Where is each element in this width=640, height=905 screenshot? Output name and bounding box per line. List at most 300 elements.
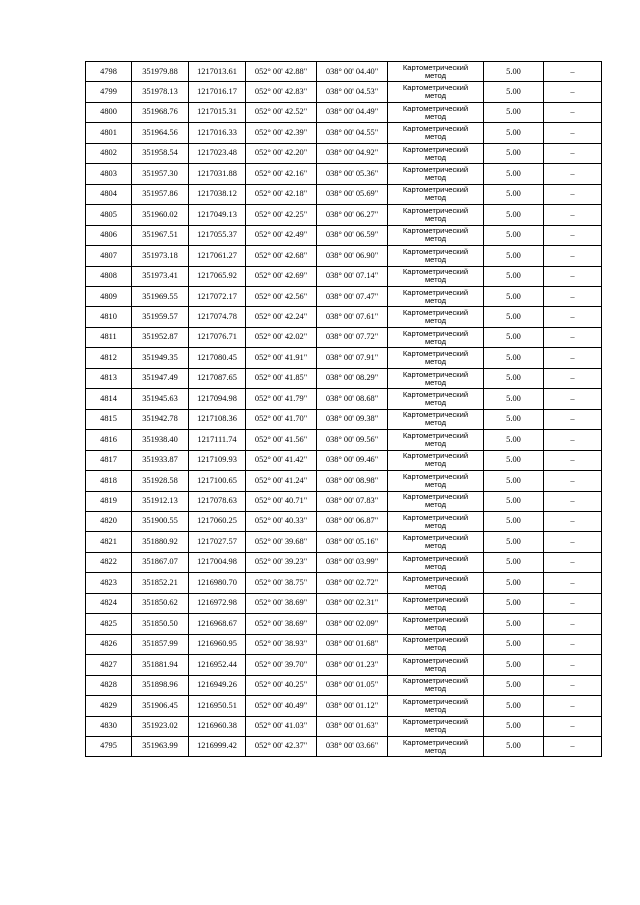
table-row bbox=[86, 471, 602, 491]
table-row bbox=[86, 655, 602, 675]
coordinates-table bbox=[85, 61, 602, 757]
point-number-cell: 4807 bbox=[86, 246, 132, 266]
latitude-cell: 052° 00' 42.88" bbox=[246, 62, 317, 82]
longitude-cell: 038° 00' 02.09" bbox=[317, 614, 388, 634]
latitude-cell: 052° 00' 42.02" bbox=[246, 327, 317, 347]
method-line-1: Картометрический bbox=[402, 124, 469, 134]
longitude-cell: 038° 00' 05.36" bbox=[317, 164, 388, 184]
coord-x-cell: 351963.99 bbox=[132, 736, 189, 756]
latitude-cell: 052° 00' 42.52" bbox=[246, 102, 317, 122]
method-line-2: метод bbox=[424, 725, 447, 735]
coord-y-cell: 1216960.95 bbox=[189, 634, 246, 654]
accuracy-cell: 5.00 bbox=[484, 430, 544, 450]
point-number-cell: 4830 bbox=[86, 716, 132, 736]
accuracy-cell: 5.00 bbox=[484, 123, 544, 143]
coord-y-cell: 1217023.48 bbox=[189, 143, 246, 163]
description-cell: – bbox=[544, 614, 602, 634]
coord-x-cell: 351928.58 bbox=[132, 471, 189, 491]
coord-y-cell: 1217078.63 bbox=[189, 491, 246, 511]
latitude-cell: 052° 00' 38.75" bbox=[246, 573, 317, 593]
method-cell bbox=[388, 655, 484, 675]
longitude-cell: 038° 00' 07.91" bbox=[317, 348, 388, 368]
method-line-1: Картометрический bbox=[402, 246, 469, 256]
point-number-cell: 4802 bbox=[86, 143, 132, 163]
method-line-2: метод bbox=[424, 684, 447, 694]
method-cell bbox=[388, 736, 484, 756]
method-cell bbox=[388, 307, 484, 327]
table-row bbox=[86, 143, 602, 163]
point-number-cell: 4815 bbox=[86, 409, 132, 429]
accuracy-cell: 5.00 bbox=[484, 143, 544, 163]
point-number-cell: 4829 bbox=[86, 696, 132, 716]
method-line-1: Картометрический bbox=[402, 205, 469, 215]
latitude-cell: 052° 00' 41.79" bbox=[246, 389, 317, 409]
method-cell bbox=[388, 675, 484, 695]
coord-y-cell: 1216999.42 bbox=[189, 736, 246, 756]
coord-x-cell: 351945.63 bbox=[132, 389, 189, 409]
coord-y-cell: 1217031.88 bbox=[189, 164, 246, 184]
coord-y-cell: 1217111.74 bbox=[189, 430, 246, 450]
method-cell bbox=[388, 327, 484, 347]
table-row bbox=[86, 409, 602, 429]
method-line-2: метод bbox=[424, 152, 447, 162]
coord-x-cell: 351900.55 bbox=[132, 511, 189, 531]
method-line-1: Картометрический bbox=[402, 62, 469, 72]
table-row bbox=[86, 246, 602, 266]
method-line-1: Картометрический bbox=[402, 267, 469, 277]
coord-x-cell: 351912.13 bbox=[132, 491, 189, 511]
description-cell: – bbox=[544, 634, 602, 654]
method-line-2: метод bbox=[424, 745, 447, 755]
method-cell bbox=[388, 532, 484, 552]
latitude-cell: 052° 00' 40.71" bbox=[246, 491, 317, 511]
accuracy-cell: 5.00 bbox=[484, 491, 544, 511]
latitude-cell: 052° 00' 41.85" bbox=[246, 368, 317, 388]
point-number-cell: 4810 bbox=[86, 307, 132, 327]
point-number-cell: 4804 bbox=[86, 184, 132, 204]
coord-y-cell: 1217109.93 bbox=[189, 450, 246, 470]
accuracy-cell: 5.00 bbox=[484, 675, 544, 695]
latitude-cell: 052° 00' 41.91" bbox=[246, 348, 317, 368]
coord-y-cell: 1216960.38 bbox=[189, 716, 246, 736]
method-line-2: метод bbox=[424, 336, 447, 346]
description-cell: – bbox=[544, 409, 602, 429]
description-cell: – bbox=[544, 368, 602, 388]
coord-y-cell: 1217076.71 bbox=[189, 327, 246, 347]
accuracy-cell: 5.00 bbox=[484, 614, 544, 634]
coord-x-cell: 351942.78 bbox=[132, 409, 189, 429]
longitude-cell: 038° 00' 04.40" bbox=[317, 62, 388, 82]
longitude-cell: 038° 00' 07.72" bbox=[317, 327, 388, 347]
description-cell: – bbox=[544, 123, 602, 143]
point-number-cell: 4798 bbox=[86, 62, 132, 82]
method-line-1: Картометрический bbox=[402, 655, 469, 665]
coord-y-cell: 1217027.57 bbox=[189, 532, 246, 552]
longitude-cell: 038° 00' 08.29" bbox=[317, 368, 388, 388]
latitude-cell: 052° 00' 42.68" bbox=[246, 246, 317, 266]
longitude-cell: 038° 00' 07.83" bbox=[317, 491, 388, 511]
longitude-cell: 038° 00' 01.12" bbox=[317, 696, 388, 716]
description-cell: – bbox=[544, 307, 602, 327]
method-line-2: метод bbox=[424, 541, 447, 551]
accuracy-cell: 5.00 bbox=[484, 348, 544, 368]
method-cell bbox=[388, 286, 484, 306]
table-row bbox=[86, 164, 602, 184]
longitude-cell: 038° 00' 03.66" bbox=[317, 736, 388, 756]
accuracy-cell: 5.00 bbox=[484, 307, 544, 327]
coord-x-cell: 351898.96 bbox=[132, 675, 189, 695]
method-line-2: метод bbox=[424, 234, 447, 244]
latitude-cell: 052° 00' 41.56" bbox=[246, 430, 317, 450]
table-row bbox=[86, 696, 602, 716]
coord-y-cell: 1217108.36 bbox=[189, 409, 246, 429]
coord-y-cell: 1216972.98 bbox=[189, 593, 246, 613]
coord-y-cell: 1217015.31 bbox=[189, 102, 246, 122]
longitude-cell: 038° 00' 05.16" bbox=[317, 532, 388, 552]
longitude-cell: 038° 00' 02.72" bbox=[317, 573, 388, 593]
method-cell bbox=[388, 82, 484, 102]
coord-y-cell: 1217049.13 bbox=[189, 205, 246, 225]
accuracy-cell: 5.00 bbox=[484, 552, 544, 572]
description-cell: – bbox=[544, 511, 602, 531]
point-number-cell: 4814 bbox=[86, 389, 132, 409]
coord-x-cell: 351973.18 bbox=[132, 246, 189, 266]
method-line-2: метод bbox=[424, 275, 447, 285]
method-line-2: метод bbox=[424, 172, 447, 182]
latitude-cell: 052° 00' 41.42" bbox=[246, 450, 317, 470]
point-number-cell: 4812 bbox=[86, 348, 132, 368]
description-cell: – bbox=[544, 286, 602, 306]
method-cell bbox=[388, 143, 484, 163]
point-number-cell: 4816 bbox=[86, 430, 132, 450]
longitude-cell: 038° 00' 04.53" bbox=[317, 82, 388, 102]
coord-y-cell: 1217016.33 bbox=[189, 123, 246, 143]
coord-y-cell: 1217016.17 bbox=[189, 82, 246, 102]
accuracy-cell: 5.00 bbox=[484, 634, 544, 654]
description-cell: – bbox=[544, 552, 602, 572]
method-cell bbox=[388, 348, 484, 368]
longitude-cell: 038° 00' 06.59" bbox=[317, 225, 388, 245]
table-row bbox=[86, 634, 602, 654]
point-number-cell: 4817 bbox=[86, 450, 132, 470]
method-cell bbox=[388, 471, 484, 491]
longitude-cell: 038° 00' 08.68" bbox=[317, 389, 388, 409]
method-line-2: метод bbox=[424, 316, 447, 326]
method-line-2: метод bbox=[424, 70, 447, 80]
table-row bbox=[86, 491, 602, 511]
coord-y-cell: 1217038.12 bbox=[189, 184, 246, 204]
method-line-2: метод bbox=[424, 357, 447, 367]
coord-x-cell: 351964.56 bbox=[132, 123, 189, 143]
method-line-1: Картометрический bbox=[402, 676, 469, 686]
longitude-cell: 038° 00' 07.61" bbox=[317, 307, 388, 327]
latitude-cell: 052° 00' 40.33" bbox=[246, 511, 317, 531]
table-row bbox=[86, 736, 602, 756]
method-line-2: метод bbox=[424, 193, 447, 203]
coord-x-cell: 351947.49 bbox=[132, 368, 189, 388]
method-line-1: Картометрический bbox=[402, 553, 469, 563]
method-cell bbox=[388, 389, 484, 409]
coord-x-cell: 351850.62 bbox=[132, 593, 189, 613]
coord-x-cell: 351923.02 bbox=[132, 716, 189, 736]
coord-x-cell: 351852.21 bbox=[132, 573, 189, 593]
method-line-1: Картометрический bbox=[402, 471, 469, 481]
method-cell bbox=[388, 634, 484, 654]
point-number-cell: 4826 bbox=[86, 634, 132, 654]
method-cell bbox=[388, 593, 484, 613]
method-line-1: Картометрический bbox=[402, 144, 469, 154]
accuracy-cell: 5.00 bbox=[484, 696, 544, 716]
description-cell: – bbox=[544, 675, 602, 695]
accuracy-cell: 5.00 bbox=[484, 716, 544, 736]
method-line-1: Картометрический bbox=[402, 287, 469, 297]
point-number-cell: 4808 bbox=[86, 266, 132, 286]
method-cell bbox=[388, 573, 484, 593]
longitude-cell: 038° 00' 01.23" bbox=[317, 655, 388, 675]
latitude-cell: 052° 00' 38.69" bbox=[246, 614, 317, 634]
accuracy-cell: 5.00 bbox=[484, 286, 544, 306]
accuracy-cell: 5.00 bbox=[484, 736, 544, 756]
latitude-cell: 052° 00' 39.70" bbox=[246, 655, 317, 675]
method-line-1: Картометрический bbox=[402, 696, 469, 706]
point-number-cell: 4799 bbox=[86, 82, 132, 102]
coord-y-cell: 1217060.25 bbox=[189, 511, 246, 531]
method-line-1: Картометрический bbox=[402, 451, 469, 461]
point-number-cell: 4805 bbox=[86, 205, 132, 225]
description-cell: – bbox=[544, 327, 602, 347]
method-cell bbox=[388, 450, 484, 470]
method-line-2: метод bbox=[424, 213, 447, 223]
coord-x-cell: 351959.57 bbox=[132, 307, 189, 327]
table-row bbox=[86, 82, 602, 102]
coord-y-cell: 1217072.17 bbox=[189, 286, 246, 306]
method-cell bbox=[388, 205, 484, 225]
method-cell bbox=[388, 696, 484, 716]
coord-y-cell: 1217065.92 bbox=[189, 266, 246, 286]
method-cell bbox=[388, 62, 484, 82]
accuracy-cell: 5.00 bbox=[484, 511, 544, 531]
description-cell: – bbox=[544, 62, 602, 82]
method-line-2: метод bbox=[424, 111, 447, 121]
method-line-1: Картометрический bbox=[402, 103, 469, 113]
method-cell bbox=[388, 511, 484, 531]
point-number-cell: 4811 bbox=[86, 327, 132, 347]
table-row bbox=[86, 532, 602, 552]
point-number-cell: 4806 bbox=[86, 225, 132, 245]
accuracy-cell: 5.00 bbox=[484, 184, 544, 204]
accuracy-cell: 5.00 bbox=[484, 327, 544, 347]
coord-x-cell: 351906.45 bbox=[132, 696, 189, 716]
coord-x-cell: 351938.40 bbox=[132, 430, 189, 450]
method-line-2: метод bbox=[424, 520, 447, 530]
method-cell bbox=[388, 164, 484, 184]
accuracy-cell: 5.00 bbox=[484, 246, 544, 266]
latitude-cell: 052° 00' 41.24" bbox=[246, 471, 317, 491]
coord-y-cell: 1217094.98 bbox=[189, 389, 246, 409]
latitude-cell: 052° 00' 42.18" bbox=[246, 184, 317, 204]
method-line-2: метод bbox=[424, 132, 447, 142]
longitude-cell: 038° 00' 07.14" bbox=[317, 266, 388, 286]
method-line-1: Картометрический bbox=[402, 512, 469, 522]
method-line-1: Картометрический bbox=[402, 185, 469, 195]
table-row bbox=[86, 716, 602, 736]
longitude-cell: 038° 00' 04.92" bbox=[317, 143, 388, 163]
latitude-cell: 052° 00' 42.69" bbox=[246, 266, 317, 286]
point-number-cell: 4813 bbox=[86, 368, 132, 388]
longitude-cell: 038° 00' 02.31" bbox=[317, 593, 388, 613]
description-cell: – bbox=[544, 593, 602, 613]
method-line-1: Картометрический bbox=[402, 83, 469, 93]
table-row bbox=[86, 307, 602, 327]
description-cell: – bbox=[544, 471, 602, 491]
table-row bbox=[86, 368, 602, 388]
point-number-cell: 4820 bbox=[86, 511, 132, 531]
latitude-cell: 052° 00' 42.49" bbox=[246, 225, 317, 245]
method-cell bbox=[388, 184, 484, 204]
accuracy-cell: 5.00 bbox=[484, 102, 544, 122]
method-cell bbox=[388, 368, 484, 388]
method-cell bbox=[388, 491, 484, 511]
latitude-cell: 052° 00' 38.69" bbox=[246, 593, 317, 613]
table-row bbox=[86, 593, 602, 613]
method-line-2: метод bbox=[424, 561, 447, 571]
method-line-2: метод bbox=[424, 254, 447, 264]
accuracy-cell: 5.00 bbox=[484, 389, 544, 409]
longitude-cell: 038° 00' 06.90" bbox=[317, 246, 388, 266]
longitude-cell: 038° 00' 06.27" bbox=[317, 205, 388, 225]
point-number-cell: 4818 bbox=[86, 471, 132, 491]
longitude-cell: 038° 00' 03.99" bbox=[317, 552, 388, 572]
coord-x-cell: 351969.55 bbox=[132, 286, 189, 306]
latitude-cell: 052° 00' 42.83" bbox=[246, 82, 317, 102]
point-number-cell: 4822 bbox=[86, 552, 132, 572]
coordinates-table-body bbox=[86, 62, 602, 757]
method-line-2: метод bbox=[424, 459, 447, 469]
accuracy-cell: 5.00 bbox=[484, 409, 544, 429]
coord-y-cell: 1216968.67 bbox=[189, 614, 246, 634]
method-line-2: метод bbox=[424, 602, 447, 612]
coord-x-cell: 351952.87 bbox=[132, 327, 189, 347]
method-line-1: Картометрический bbox=[402, 574, 469, 584]
latitude-cell: 052° 00' 42.20" bbox=[246, 143, 317, 163]
method-line-2: метод bbox=[424, 500, 447, 510]
table-row bbox=[86, 450, 602, 470]
longitude-cell: 038° 00' 09.46" bbox=[317, 450, 388, 470]
method-line-1: Картометрический bbox=[402, 369, 469, 379]
latitude-cell: 052° 00' 40.25" bbox=[246, 675, 317, 695]
method-line-1: Картометрический bbox=[402, 164, 469, 174]
method-cell bbox=[388, 102, 484, 122]
method-cell bbox=[388, 225, 484, 245]
coord-y-cell: 1217087.65 bbox=[189, 368, 246, 388]
longitude-cell: 038° 00' 09.38" bbox=[317, 409, 388, 429]
table-row bbox=[86, 123, 602, 143]
coord-y-cell: 1217080.45 bbox=[189, 348, 246, 368]
method-line-2: метод bbox=[424, 582, 447, 592]
method-cell bbox=[388, 246, 484, 266]
description-cell: – bbox=[544, 82, 602, 102]
point-number-cell: 4828 bbox=[86, 675, 132, 695]
coord-x-cell: 351973.41 bbox=[132, 266, 189, 286]
description-cell: – bbox=[544, 532, 602, 552]
table-row bbox=[86, 614, 602, 634]
table-row bbox=[86, 348, 602, 368]
method-line-1: Картометрический bbox=[402, 594, 469, 604]
method-line-2: метод bbox=[424, 663, 447, 673]
table-row bbox=[86, 102, 602, 122]
coord-x-cell: 351957.30 bbox=[132, 164, 189, 184]
point-number-cell: 4819 bbox=[86, 491, 132, 511]
description-cell: – bbox=[544, 430, 602, 450]
coord-x-cell: 351958.54 bbox=[132, 143, 189, 163]
method-line-1: Картометрический bbox=[402, 533, 469, 543]
point-number-cell: 4825 bbox=[86, 614, 132, 634]
description-cell: – bbox=[544, 389, 602, 409]
latitude-cell: 052° 00' 42.24" bbox=[246, 307, 317, 327]
longitude-cell: 038° 00' 05.69" bbox=[317, 184, 388, 204]
method-line-2: метод bbox=[424, 643, 447, 653]
longitude-cell: 038° 00' 08.98" bbox=[317, 471, 388, 491]
coord-x-cell: 351880.92 bbox=[132, 532, 189, 552]
method-line-2: метод bbox=[424, 438, 447, 448]
longitude-cell: 038° 00' 01.63" bbox=[317, 716, 388, 736]
description-cell: – bbox=[544, 655, 602, 675]
method-line-1: Картометрический bbox=[402, 492, 469, 502]
longitude-cell: 038° 00' 06.87" bbox=[317, 511, 388, 531]
coord-x-cell: 351867.07 bbox=[132, 552, 189, 572]
coord-y-cell: 1216980.70 bbox=[189, 573, 246, 593]
method-line-2: метод bbox=[424, 704, 447, 714]
coord-x-cell: 351957.86 bbox=[132, 184, 189, 204]
method-cell bbox=[388, 430, 484, 450]
accuracy-cell: 5.00 bbox=[484, 62, 544, 82]
table-row bbox=[86, 552, 602, 572]
coord-x-cell: 351857.99 bbox=[132, 634, 189, 654]
accuracy-cell: 5.00 bbox=[484, 164, 544, 184]
table-row bbox=[86, 225, 602, 245]
table-row bbox=[86, 511, 602, 531]
point-number-cell: 4801 bbox=[86, 123, 132, 143]
method-cell bbox=[388, 716, 484, 736]
method-line-1: Картометрический bbox=[402, 308, 469, 318]
coord-x-cell: 351968.76 bbox=[132, 102, 189, 122]
latitude-cell: 052° 00' 42.16" bbox=[246, 164, 317, 184]
table-row bbox=[86, 62, 602, 82]
latitude-cell: 052° 00' 41.03" bbox=[246, 716, 317, 736]
accuracy-cell: 5.00 bbox=[484, 471, 544, 491]
method-line-2: метод bbox=[424, 91, 447, 101]
accuracy-cell: 5.00 bbox=[484, 205, 544, 225]
accuracy-cell: 5.00 bbox=[484, 573, 544, 593]
table-row bbox=[86, 430, 602, 450]
point-number-cell: 4821 bbox=[86, 532, 132, 552]
coord-x-cell: 351949.35 bbox=[132, 348, 189, 368]
method-line-2: метод bbox=[424, 295, 447, 305]
latitude-cell: 052° 00' 38.93" bbox=[246, 634, 317, 654]
description-cell: – bbox=[544, 696, 602, 716]
longitude-cell: 038° 00' 09.56" bbox=[317, 430, 388, 450]
table-row bbox=[86, 327, 602, 347]
latitude-cell: 052° 00' 42.37" bbox=[246, 736, 317, 756]
table-row bbox=[86, 184, 602, 204]
coord-x-cell: 351881.94 bbox=[132, 655, 189, 675]
method-line-2: метод bbox=[424, 397, 447, 407]
description-cell: – bbox=[544, 164, 602, 184]
method-line-2: метод bbox=[424, 418, 447, 428]
description-cell: – bbox=[544, 205, 602, 225]
latitude-cell: 052° 00' 42.56" bbox=[246, 286, 317, 306]
coord-y-cell: 1217004.98 bbox=[189, 552, 246, 572]
